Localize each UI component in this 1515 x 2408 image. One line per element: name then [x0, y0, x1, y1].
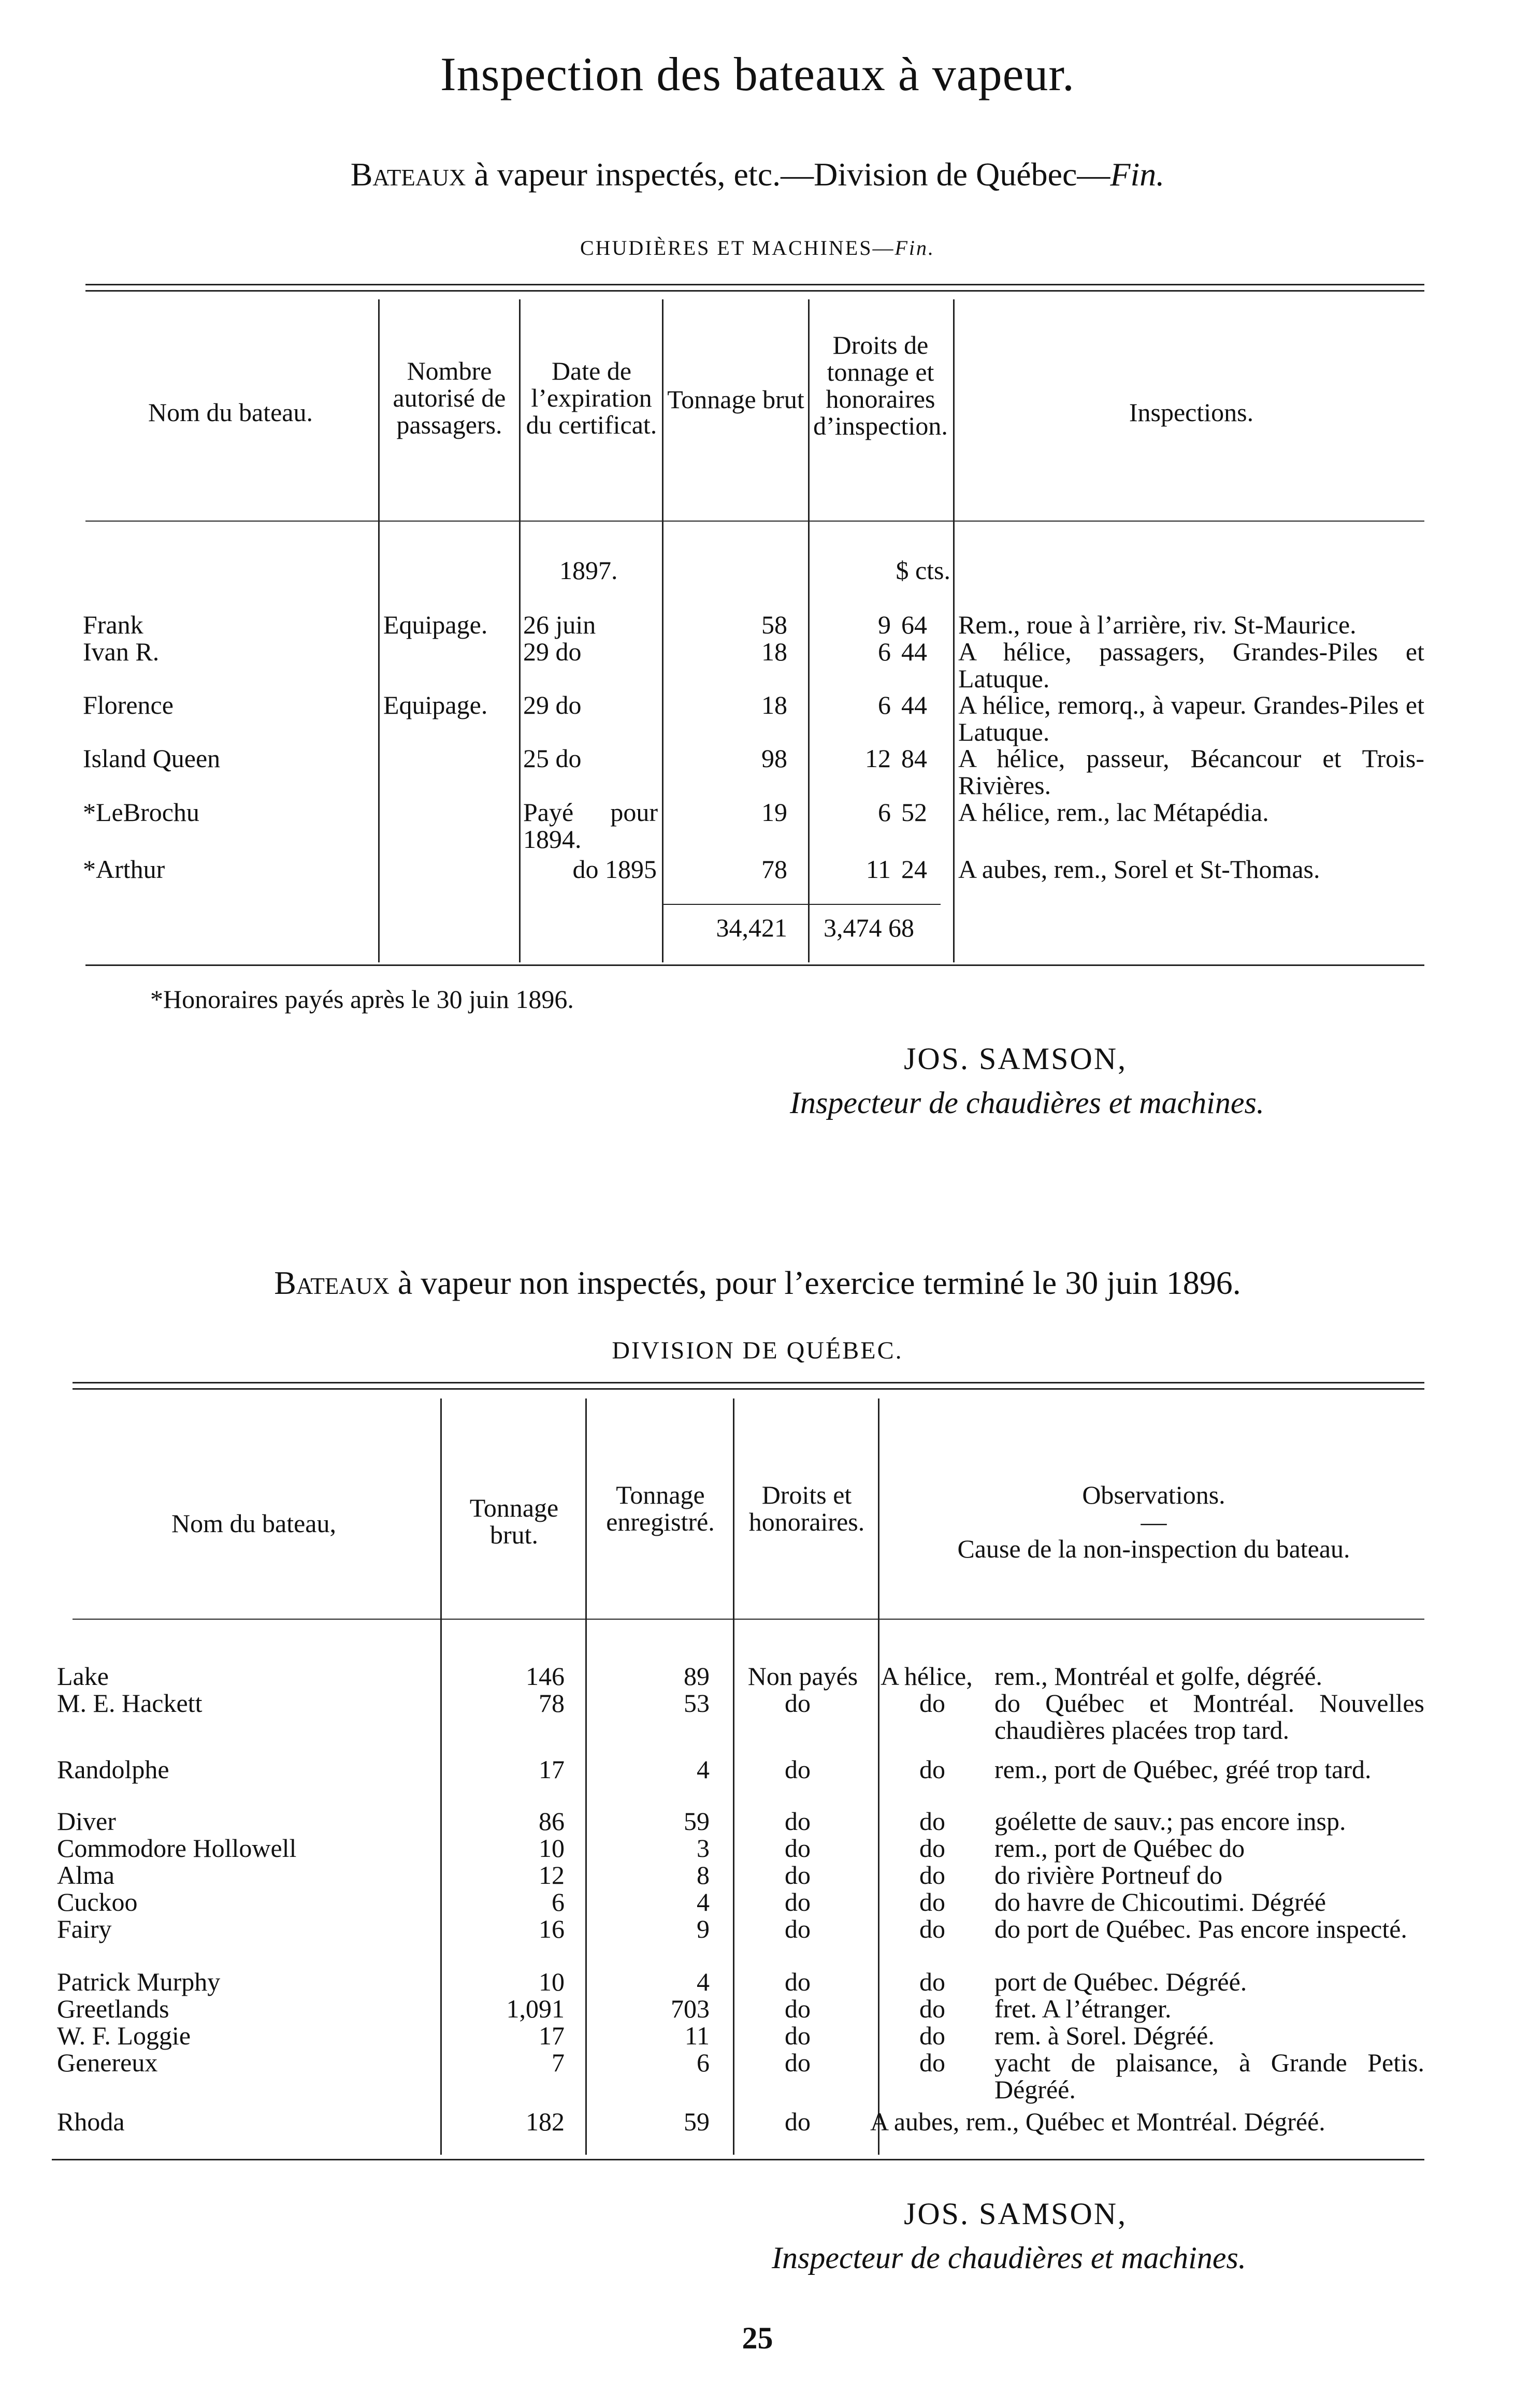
t2row10-obs-b: fret. A l’étranger.	[994, 1994, 1172, 2023]
t2row4-brut: 86	[539, 1807, 565, 1836]
header-nom: Nom du bateau.	[148, 398, 313, 427]
t2row1-enreg: 89	[684, 1662, 710, 1691]
header2-obs-dash: —	[1141, 1507, 1167, 1536]
currency-label: $ cts.	[896, 556, 950, 585]
t2row7-obs-a: do	[919, 1887, 945, 1916]
t2row2-droits: do	[785, 1689, 811, 1718]
signature1-title: Inspecteur de chaudières et machines.	[790, 1086, 1264, 1120]
total-droits: 3,474 68	[824, 913, 914, 942]
t2row5-enreg: 3	[697, 1834, 710, 1863]
header2-brut: Tonnage brut.	[469, 1493, 559, 1549]
t2row11-obs-a: do	[919, 2021, 945, 2050]
t2row8-brut: 16	[539, 1914, 565, 1943]
t2row3-droits: do	[785, 1755, 811, 1784]
t2row6-droits: do	[785, 1861, 811, 1890]
t2row11-obs-b: rem. à Sorel. Dégréé.	[994, 2021, 1215, 2050]
row6-dollars: 11	[865, 855, 891, 884]
header2-obs2: Cause de la non-inspection du bateau.	[957, 1534, 1350, 1563]
t2row8-obs-b: do port de Québec. Pas encore inspecté.	[994, 1914, 1407, 1943]
row3-tonnage: 18	[761, 690, 787, 719]
table2-col-divider-3	[733, 1398, 734, 2155]
section1-subtitle	[0, 236, 1515, 260]
t2row1-obs-a: A hélice,	[881, 1662, 973, 1691]
row2-date: 29 do	[523, 637, 582, 666]
t2row9-obs-b: port de Québec. Dégréé.	[994, 1967, 1247, 1996]
table1-col-divider-3	[662, 299, 663, 962]
row5-dollars: 6	[878, 798, 891, 827]
section1-title-rest: à vapeur inspectés, etc.—Division de Québec—	[466, 156, 1110, 193]
footnote: *Honoraires payés après le 30 juin 1896.	[150, 985, 574, 1014]
signature2-title: Inspecteur de chaudières et machines.	[772, 2241, 1246, 2275]
header2-nom: Nom du bateau,	[171, 1509, 336, 1538]
t2row11-brut: 17	[539, 2021, 565, 2050]
row6-date: do 1895	[572, 855, 657, 884]
table1-col-divider-5	[953, 299, 955, 962]
t2row13-brut: 182	[526, 2107, 565, 2136]
t2row12-droits: do	[785, 2048, 811, 2077]
t2row8-droits: do	[785, 1914, 811, 1943]
section2-title-rest: à vapeur non inspectés, pour l’exercice terminé le 30 juin 1896.	[389, 1264, 1241, 1301]
row6-cents: 24	[901, 855, 927, 884]
table2-col-divider-4	[878, 1398, 879, 2155]
t2row1-nom: Lake	[57, 1662, 109, 1691]
t2row4-obs-a: do	[919, 1807, 945, 1836]
header-droits: Droits de tonnage et honoraires d’inspection.	[813, 330, 948, 440]
table2-col-divider-2	[585, 1398, 587, 2155]
row2-inspection: A hélice, passagers, Grandes-Piles et Latuque.	[958, 637, 1424, 693]
t2row7-nom: Cuckoo	[57, 1887, 138, 1916]
header2-obs1: Observations.	[1082, 1480, 1225, 1509]
row6-tonnage: 78	[761, 855, 787, 884]
t2row13-nom: Rhoda	[57, 2107, 125, 2136]
table2-header-rule	[73, 1619, 1424, 1620]
t2row3-nom: Randolphe	[57, 1755, 169, 1784]
page-number: 25	[742, 2321, 773, 2355]
section1-subtitle-italic: Fin.	[894, 236, 935, 259]
section1-title-lead: Bateaux	[350, 156, 466, 193]
header-date: Date de l’expiration du certificat.	[526, 356, 657, 439]
header2-enreg: Tonnage enregistré.	[606, 1480, 715, 1536]
section2-title	[0, 1264, 1515, 1302]
t2row9-droits: do	[785, 1967, 811, 1996]
t2row1-droits: Non payés	[747, 1662, 858, 1691]
t2row7-obs-b: do havre de Chicoutimi. Dégréé	[994, 1887, 1326, 1916]
row4-date: 25 do	[523, 744, 582, 773]
row5-cents: 52	[901, 798, 927, 827]
table2-top-rule-2	[73, 1388, 1424, 1390]
row1-dollars: 9	[878, 610, 891, 639]
signature2-name: JOS. SAMSON,	[904, 2197, 1128, 2231]
t2row9-nom: Patrick Murphy	[57, 1967, 221, 1996]
t2row10-nom: Greetlands	[57, 1994, 169, 2023]
row4-tonnage: 98	[761, 744, 787, 773]
t2row3-enreg: 4	[697, 1755, 710, 1784]
row2-tonnage: 18	[761, 637, 787, 666]
t2row6-obs-a: do	[919, 1861, 945, 1890]
t2row9-enreg: 4	[697, 1967, 710, 1996]
table1-header-rule	[85, 521, 1424, 522]
t2row12-enreg: 6	[697, 2048, 710, 2077]
row3-date: 29 do	[523, 690, 582, 719]
t2row6-nom: Alma	[57, 1861, 115, 1890]
t2row12-nom: Genereux	[57, 2048, 158, 2077]
t2row8-enreg: 9	[697, 1914, 710, 1943]
t2row10-obs-a: do	[919, 1994, 945, 2023]
table1-top-rule-2	[85, 290, 1424, 292]
t2row13-obs-a: A aubes, rem., Québec et Montréal. Dégréé.	[870, 2107, 1325, 2136]
t2row6-obs-b: do rivière Portneuf do	[994, 1861, 1223, 1890]
t2row1-obs-b: rem., Montréal et golfe, dégréé.	[994, 1662, 1323, 1691]
t2row2-enreg: 53	[684, 1689, 710, 1718]
row2-nom: Ivan R.	[83, 637, 160, 666]
row2-cents: 44	[901, 637, 927, 666]
row3-dollars: 6	[878, 690, 891, 719]
table2-top-rule	[73, 1382, 1424, 1383]
total-tonnage: 34,421	[716, 913, 787, 942]
t2row5-obs-a: do	[919, 1834, 945, 1863]
t2row8-obs-a: do	[919, 1914, 945, 1943]
row4-inspection: A hélice, passeur, Bécancour et Trois-Rivières.	[958, 744, 1424, 800]
t2row6-brut: 12	[539, 1861, 565, 1890]
t2row2-nom: M. E. Hackett	[57, 1689, 203, 1718]
row3-inspection: A hélice, remorq., à vapeur. Grandes-Piles et Latuque.	[958, 690, 1424, 746]
t2row2-brut: 78	[539, 1689, 565, 1718]
t2row3-obs-b: rem., port de Québec, gréé trop tard.	[994, 1755, 1372, 1784]
t2row6-enreg: 8	[697, 1861, 710, 1890]
t2row7-brut: 6	[552, 1887, 565, 1916]
t2row12-obs-b: yacht de plaisance, à Grande Petis. Dégréé.	[994, 2048, 1424, 2104]
table1-col-divider-4	[808, 299, 810, 962]
t2row10-brut: 1,091	[506, 1994, 565, 2023]
row6-nom: *Arthur	[83, 855, 165, 884]
row4-cents: 84	[901, 744, 927, 773]
table1-top-rule	[85, 284, 1424, 285]
table2-bottom-rule	[52, 2159, 1424, 2160]
t2row3-obs-a: do	[919, 1755, 945, 1784]
t2row5-brut: 10	[539, 1834, 565, 1863]
t2row9-obs-a: do	[919, 1967, 945, 1996]
t2row4-droits: do	[785, 1807, 811, 1836]
row3-nom: Florence	[83, 690, 174, 719]
section1-title	[0, 155, 1515, 194]
section1-title-italic: Fin.	[1110, 156, 1165, 193]
row6-inspection: A aubes, rem., Sorel et St-Thomas.	[958, 855, 1320, 884]
t2row2-obs-b: do Québec et Montréal. Nouvelles chaudières placées trop tard.	[994, 1689, 1424, 1744]
t2row11-droits: do	[785, 2021, 811, 2050]
t2row12-brut: 7	[552, 2048, 565, 2077]
t2row2-obs-a: do	[919, 1689, 945, 1718]
row2-dollars: 6	[878, 637, 891, 666]
row1-tonnage: 58	[761, 610, 787, 639]
row1-inspection: Rem., roue à l’arrière, riv. St-Maurice.	[958, 610, 1357, 639]
signature1-name: JOS. SAMSON,	[904, 1042, 1128, 1076]
year-label: 1897.	[559, 556, 618, 585]
t2row7-droits: do	[785, 1887, 811, 1916]
t2row4-obs-b: goélette de sauv.; pas encore insp.	[994, 1807, 1346, 1836]
row1-cents: 64	[901, 610, 927, 639]
row5-tonnage: 19	[761, 798, 787, 827]
t2row5-obs-b: rem., port de Québec do	[994, 1834, 1245, 1863]
t2row10-enreg: 703	[671, 1994, 710, 2023]
page-title: Inspection des bateaux à vapeur.	[440, 48, 1075, 100]
table1-total-rule	[662, 904, 941, 905]
t2row13-enreg: 59	[684, 2107, 710, 2136]
t2row5-droits: do	[785, 1834, 811, 1863]
t2row9-brut: 10	[539, 1967, 565, 1996]
row5-inspection: A hélice, rem., lac Métapédia.	[958, 798, 1269, 827]
t2row11-nom: W. F. Loggie	[57, 2021, 191, 2050]
t2row4-enreg: 59	[684, 1807, 710, 1836]
header-nombre: Nombre autorisé de passagers.	[393, 356, 506, 439]
t2row8-nom: Fairy	[57, 1914, 112, 1943]
t2row1-brut: 146	[526, 1662, 565, 1691]
table1-col-divider-1	[378, 299, 380, 962]
section2-subtitle: DIVISION DE QUÉBEC.	[612, 1337, 903, 1364]
table1-col-divider-2	[519, 299, 521, 962]
row1-nombre: Equipage.	[383, 610, 488, 639]
header-tonnage: Tonnage brut	[667, 385, 804, 414]
t2row13-droits: do	[785, 2107, 811, 2136]
t2row12-obs-a: do	[919, 2048, 945, 2077]
row5-nom: *LeBrochu	[83, 798, 199, 827]
row4-dollars: 12	[865, 744, 891, 773]
row4-nom: Island Queen	[83, 744, 221, 773]
section1-subtitle-text: CHUDIÈRES ET MACHINES—	[580, 236, 895, 259]
t2row11-enreg: 11	[684, 2021, 710, 2050]
row3-cents: 44	[901, 690, 927, 719]
row5-date: Payé pour 1894.	[523, 798, 658, 854]
t2row7-enreg: 4	[697, 1887, 710, 1916]
section2-title-lead: Bateaux	[274, 1264, 389, 1301]
t2row3-brut: 17	[539, 1755, 565, 1784]
row3-nombre: Equipage.	[383, 690, 488, 719]
table2-col-divider-1	[440, 1398, 442, 2155]
header-inspections: Inspections.	[1129, 398, 1254, 427]
t2row4-nom: Diver	[57, 1807, 116, 1836]
header2-droits: Droits et honoraires.	[748, 1480, 865, 1536]
row1-nom: Frank	[83, 610, 143, 639]
t2row10-droits: do	[785, 1994, 811, 2023]
t2row5-nom: Commodore Hollowell	[57, 1834, 297, 1863]
table1-bottom-rule	[85, 964, 1424, 966]
row1-date: 26 juin	[523, 610, 596, 639]
